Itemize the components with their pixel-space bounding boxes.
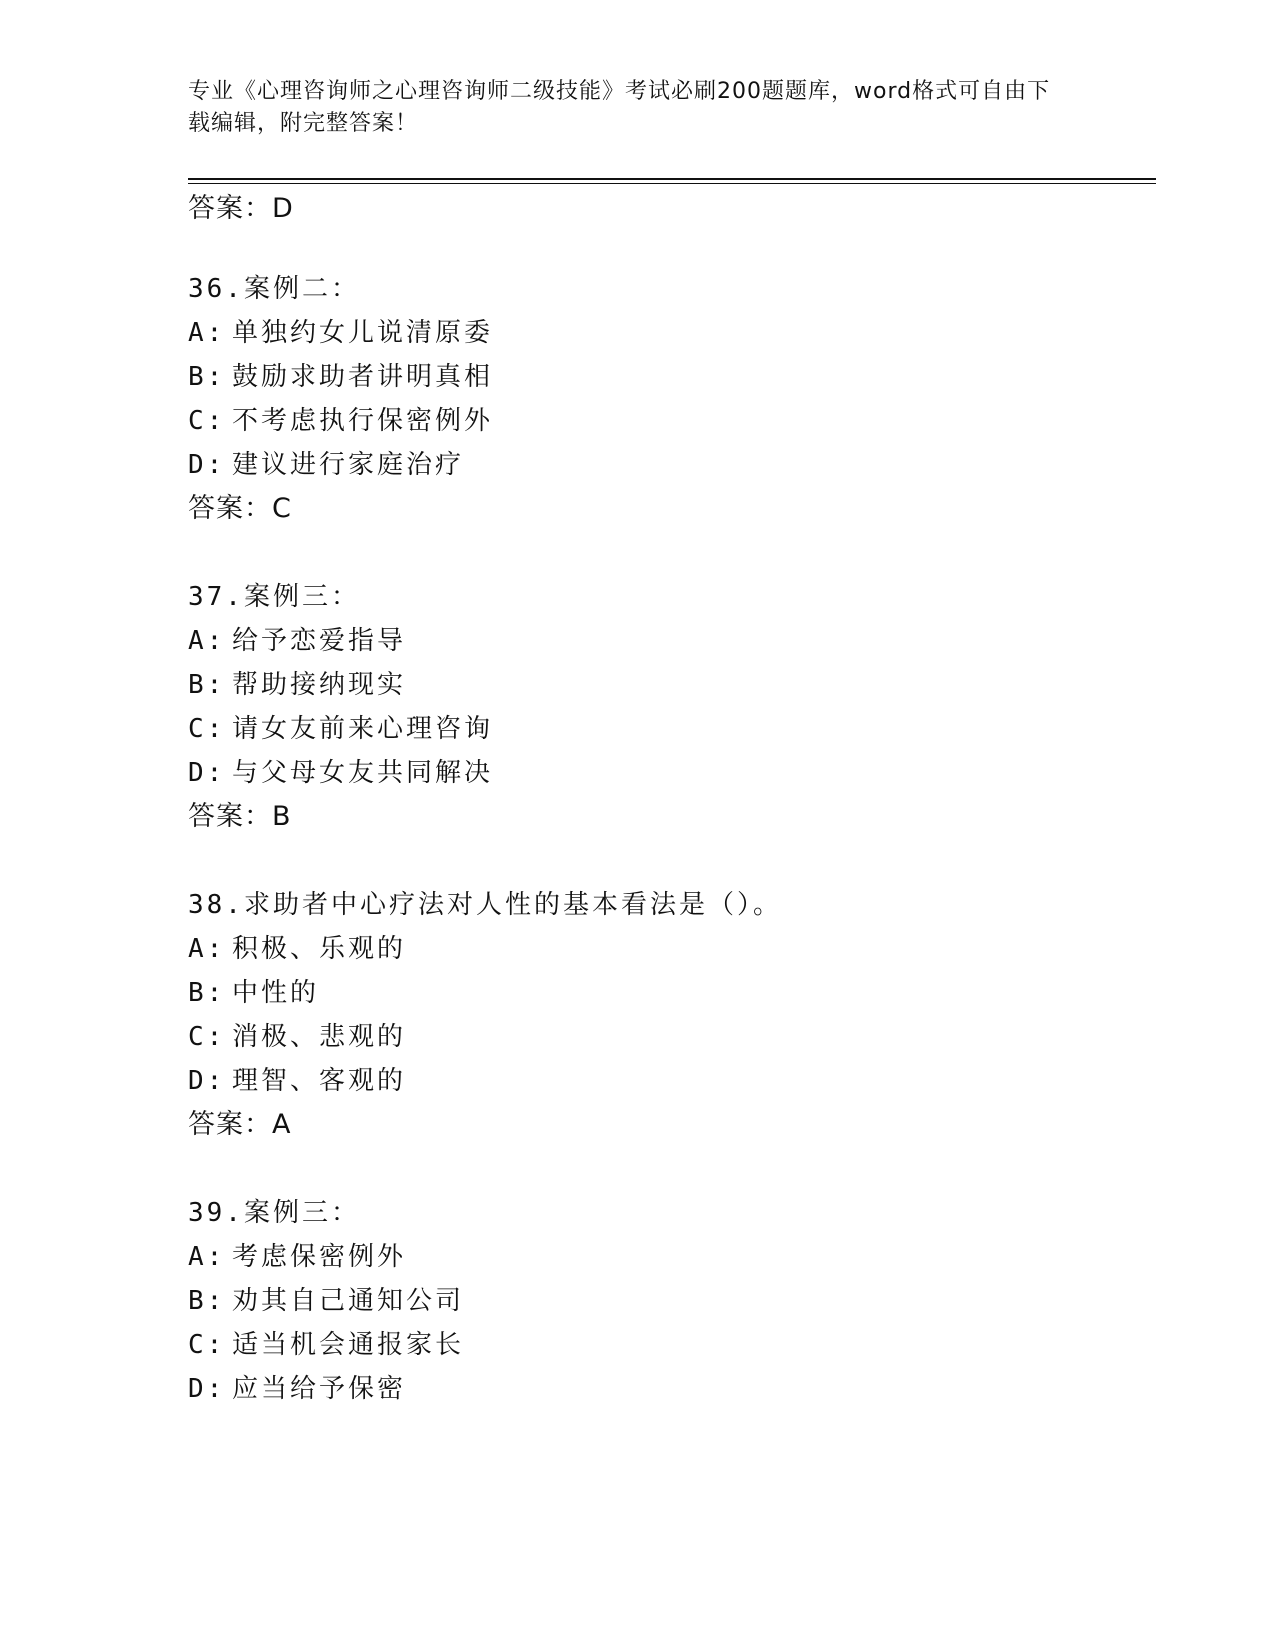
- option-letter: B:: [188, 978, 226, 1008]
- document-header: 专业《心理咨询师之心理咨询师二级技能》考试必刷200题题库，word格式可自由下载编辑，附完整答案！: [188, 79, 1051, 136]
- option-letter: D:: [188, 450, 226, 480]
- header-rule-thin: [188, 183, 1156, 184]
- option-letter: C:: [188, 1022, 226, 1052]
- question-36-option-c: [188, 404, 493, 438]
- answer-35: 答案：D: [188, 193, 294, 224]
- question-37-option-c: [188, 712, 493, 746]
- answer-36: 答案：C: [188, 493, 292, 524]
- option-text: 请女友前来心理咨询: [232, 714, 494, 744]
- question-37-stem: 37.案例三：: [188, 582, 360, 612]
- option-letter: A:: [188, 626, 226, 656]
- option-text: 给予恋爱指导: [232, 626, 407, 656]
- question-38-option-c: [188, 1020, 406, 1054]
- option-text: 适当机会通报家长: [232, 1330, 465, 1360]
- option-text: 积极、乐观的: [232, 934, 407, 964]
- option-letter: C:: [188, 714, 226, 744]
- option-text: 考虑保密例外: [232, 1242, 407, 1272]
- option-text: 与父母女友共同解决: [232, 758, 494, 788]
- question-36-option-a: [188, 316, 493, 350]
- question-38-option-d: [188, 1064, 406, 1098]
- question-39-option-a: [188, 1240, 406, 1274]
- option-text: 中性的: [232, 978, 320, 1008]
- option-text: 理智、客观的: [232, 1066, 407, 1096]
- option-letter: D:: [188, 758, 226, 788]
- option-letter: A:: [188, 1242, 226, 1272]
- option-letter: A:: [188, 318, 226, 348]
- option-text: 帮助接纳现实: [232, 670, 407, 700]
- option-text: 消极、悲观的: [232, 1022, 407, 1052]
- option-text: 建议进行家庭治疗: [232, 450, 465, 480]
- option-letter: C:: [188, 1330, 226, 1360]
- option-letter: C:: [188, 406, 226, 436]
- option-letter: B:: [188, 362, 226, 392]
- question-39-option-d: [188, 1372, 406, 1406]
- answer-37: 答案：B: [188, 801, 292, 832]
- question-38-stem: 38.求助者中心疗法对人性的基本看法是（）。: [188, 890, 782, 920]
- question-36-option-d: [188, 448, 464, 482]
- option-letter: D:: [188, 1374, 226, 1404]
- question-36-stem: 36.案例二：: [188, 274, 360, 304]
- option-text: 不考虑执行保密例外: [232, 406, 494, 436]
- question-38-option-b: [188, 976, 319, 1010]
- question-39-stem: 39.案例三：: [188, 1198, 360, 1228]
- option-letter: D:: [188, 1066, 226, 1096]
- option-text: 鼓励求助者讲明真相: [232, 362, 494, 392]
- answer-38: 答案：A: [188, 1109, 292, 1140]
- question-37-option-b: [188, 668, 406, 702]
- question-37-option-a: [188, 624, 406, 658]
- question-37-option-d: [188, 756, 493, 790]
- header-rule-thick: [188, 178, 1156, 180]
- question-36-option-b: [188, 360, 493, 394]
- option-letter: B:: [188, 1286, 226, 1316]
- option-text: 劝其自己通知公司: [232, 1286, 465, 1316]
- option-text: 应当给予保密: [232, 1374, 407, 1404]
- question-38-option-a: [188, 932, 406, 966]
- option-letter: A:: [188, 934, 226, 964]
- option-text: 单独约女儿说清原委: [232, 318, 494, 348]
- question-39-option-c: [188, 1328, 464, 1362]
- question-39-option-b: [188, 1284, 464, 1318]
- option-letter: B:: [188, 670, 226, 700]
